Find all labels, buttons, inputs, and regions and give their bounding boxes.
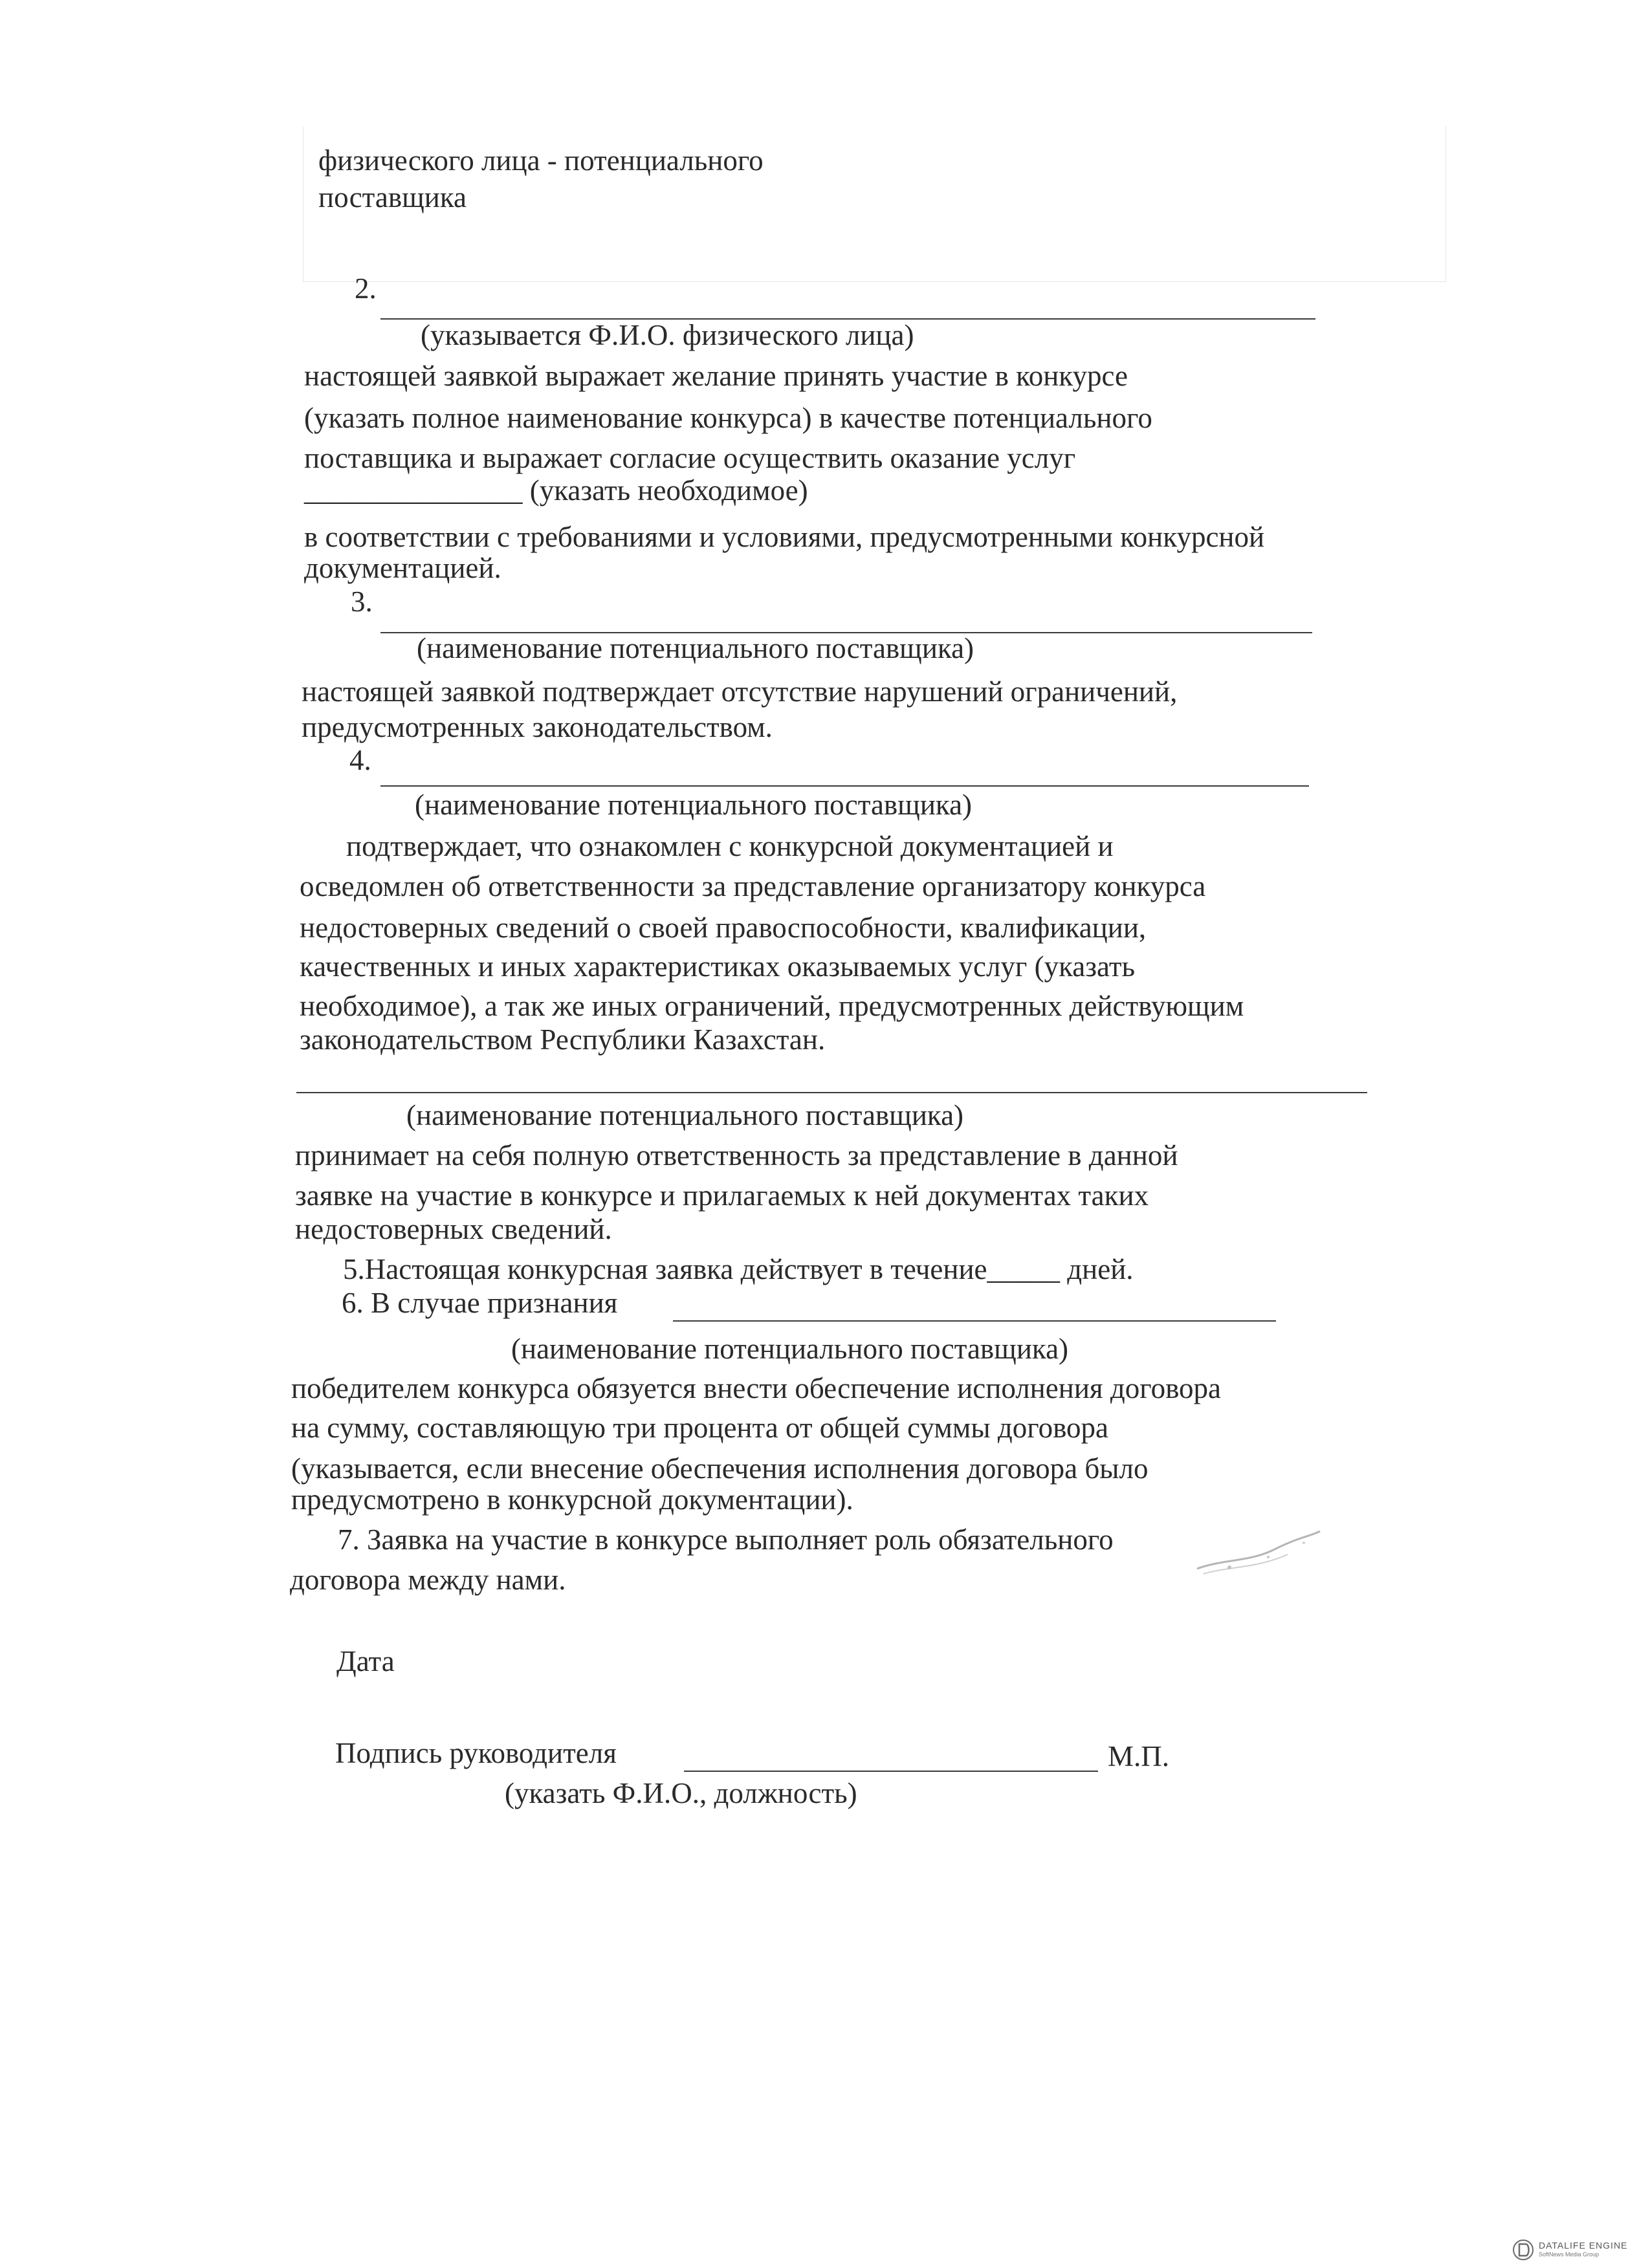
item-number: 4. (349, 744, 371, 776)
text-line: настоящей заявкой подтверждает отсутствие нарушений ограничений, (302, 675, 1178, 708)
text-line: 6. В случае признания (342, 1287, 618, 1319)
text-line: осведомлен об ответственности за представление организатору конкурса (300, 870, 1206, 902)
text-line: в соответствии с требованиями и условиями, предусмотренными конкурсной (304, 521, 1265, 553)
text-line: недостоверных сведений. (295, 1213, 612, 1245)
text-line: (наименование потенциального поставщика) (406, 1099, 964, 1131)
text-line: _______________ (указать необходимое) (304, 474, 808, 507)
text-line: (наименование потенциального поставщика) (415, 789, 973, 821)
text-line: качественных и иных характеристиках оказываемых услуг (указать (300, 950, 1136, 983)
seal-label: М.П. (1108, 1740, 1170, 1772)
text-line: физического лица - потенциального (318, 144, 764, 177)
ink-smudge (1191, 1523, 1326, 1582)
text-line: (указывается, если внесение обеспечения исполнения договора было (291, 1452, 1149, 1485)
text-line: 7. Заявка на участие в конкурсе выполняет роль обязательного (338, 1523, 1114, 1556)
text-line: принимает на себя полную ответственность за представление в данной (295, 1139, 1178, 1172)
blank-line-supplier (296, 1092, 1367, 1093)
text-line: (указать Ф.И.О., должность) (505, 1777, 857, 1809)
text-line: необходимое), а так же иных ограничений, предусмотренных действующим (300, 990, 1244, 1022)
text-line: документацией. (304, 552, 501, 584)
date-label: Дата (336, 1645, 395, 1677)
blank-line-supplier (673, 1320, 1276, 1322)
text-line: заявке на участие в конкурсе и прилагаемых к ней документах таких (295, 1179, 1149, 1212)
signature-line (684, 1771, 1098, 1772)
text-line: на сумму, составляющую три процента от общей суммы договора (291, 1412, 1108, 1444)
text-line: (указать полное наименование конкурса) в качестве потенциального (304, 402, 1152, 434)
text-line: настоящей заявкой выражает желание принять участие в конкурсе (304, 360, 1128, 392)
text-line: поставщика и выражает согласие осуществить оказание услуг (304, 442, 1076, 474)
text-line: (наименование потенциального поставщика) (511, 1333, 1069, 1365)
text-line: поставщика (318, 181, 467, 213)
signature-label: Подпись руководителя (335, 1737, 617, 1769)
text-line: предусмотренных законодательством. (302, 711, 773, 743)
text-line: (указывается Ф.И.О. физического лица) (421, 319, 914, 351)
watermark (1512, 2238, 1644, 2263)
text-line: подтверждает, что ознакомлен с конкурсной документацией и (346, 830, 1114, 862)
text-line: победителем конкурса обязуется внести обеспечение исполнения договора (291, 1372, 1221, 1404)
text-line: 5.Настоящая конкурсная заявка действует в течение_____ дней. (343, 1253, 1134, 1285)
item-number: 3. (351, 585, 373, 618)
text-line: недостоверных сведений о своей правоспособности, квалификации, (300, 911, 1147, 944)
watermark-logo-icon (1512, 2238, 1535, 2262)
text-line: законодательством Республики Казахстан. (300, 1023, 826, 1056)
item-number: 2. (355, 272, 377, 305)
text-line: предусмотрено в конкурсной документации). (291, 1483, 853, 1516)
text-line: (наименование потенциального поставщика) (417, 632, 974, 664)
blank-line-supplier (380, 785, 1309, 787)
watermark-sub: SoftNews Media Group (1539, 2251, 1600, 2258)
watermark-brand: DATALIFE ENGINE (1539, 2240, 1628, 2251)
text-line: договора между нами. (290, 1564, 566, 1596)
